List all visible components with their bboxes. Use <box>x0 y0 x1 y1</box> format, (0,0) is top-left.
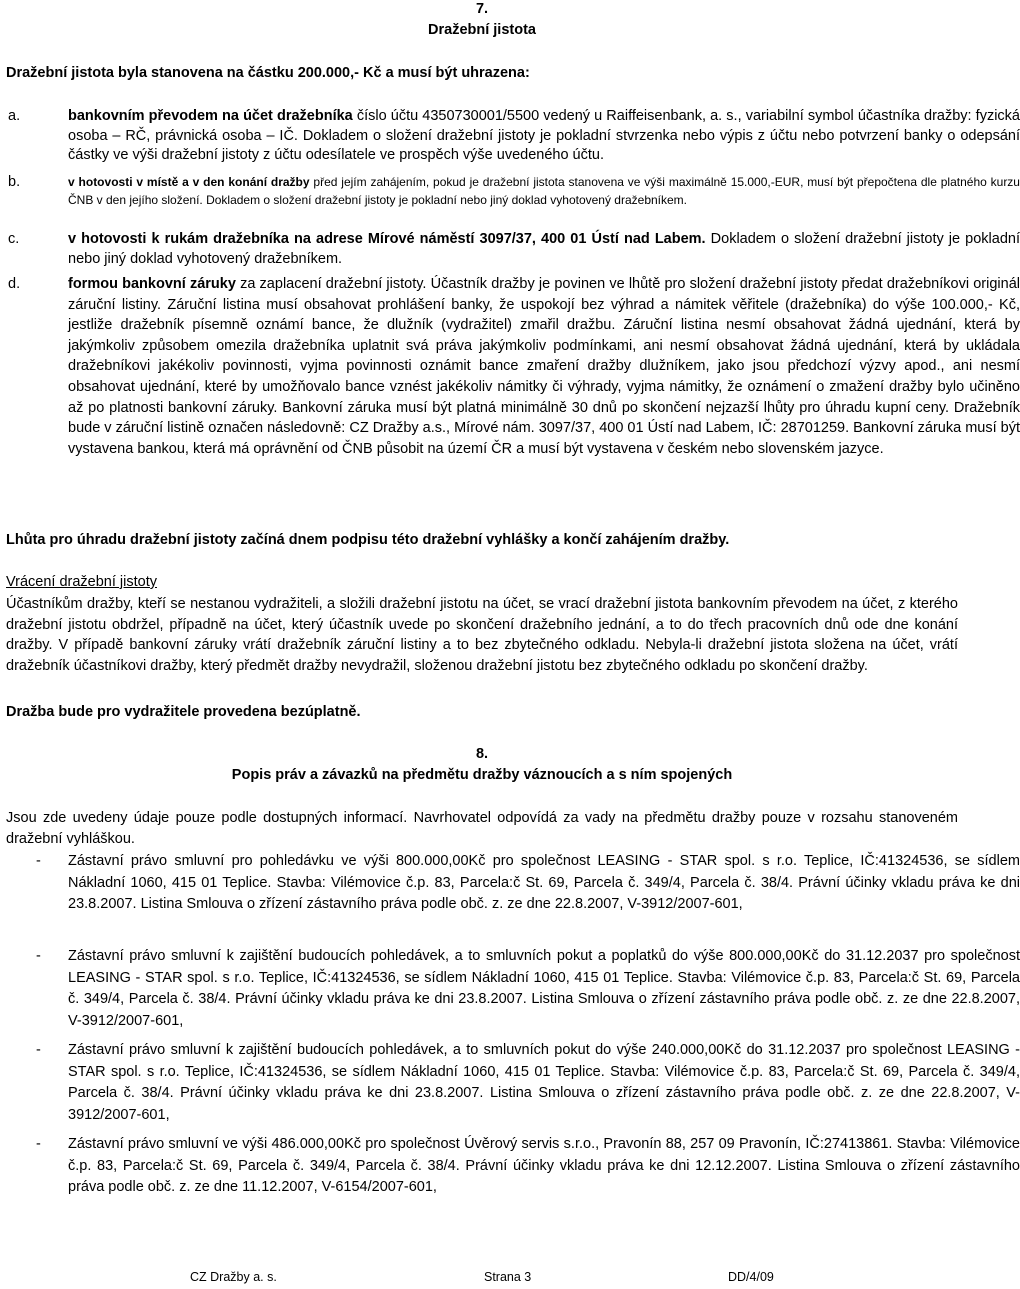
section-8-number: 8. <box>475 746 489 762</box>
item-label: c. <box>8 231 20 247</box>
section-8-title: Popis práv a závazků na předmětu dražby váznoucích a s ním spojených <box>231 767 733 783</box>
item-dash: - <box>36 1136 41 1152</box>
free-of-charge-note: Dražba bude pro vydražitele provedena bezúplatně. <box>6 704 361 720</box>
item-label: b. <box>8 174 21 190</box>
footer-page-number: Strana 3 <box>484 1270 532 1284</box>
refund-title: Vrácení dražební jistoty <box>6 574 157 590</box>
item-label: a. <box>8 108 21 124</box>
lien-item-2 <box>6 946 1020 1032</box>
item-bold: bankovním převodem na účet dražebníka <box>68 108 353 124</box>
item-text: číslo účtu 4350730001/5500 vedený u Raiffeisenbank, a. s., variabilní symbol účastníka dražby: fyzická osoba – RČ, právnická osoba – IČ. Dokladem o složení dražební jistoty je pokladní stvrzenka nebo výpis z účtu nebo potvrzení banky o odepsání částky ve výši dražební jistoty z účtu odesílatele ve prospěch výše uvedeného účtu. <box>68 108 1020 163</box>
item-bold: formou bankovní záruky <box>68 276 236 292</box>
item-text: Zástavní právo smluvní pro pohledávku ve výši 800.000,00Kč pro společnost LEASING - STAR spol. s r.o. Teplice, IČ:41324536, se sídlem Nákladní 1060, 415 01 Teplice. Stavba: Vilémovice č.p. 83, Parcela:č St. 69, Parcela č. 349/4, Parcela č. 38/4. Právní účinky vkladu práva ke dni 23.8.2007. Listina Smlouva o zřízení zástavního práva podle obč. z. ze dne 22.8.2007, V-3912/2007-601, <box>68 853 1020 912</box>
lien-item-4 <box>6 1134 1020 1199</box>
lien-item-3 <box>6 1040 1020 1126</box>
deposit-deadline: Lhůta pro úhradu dražební jistoty začíná dnem podpisu této dražební vyhlášky a končí zahájením dražby. <box>6 532 730 548</box>
lien-item-1 <box>6 851 1020 916</box>
section-7-item-a <box>6 107 1020 166</box>
section-7-item-c <box>6 230 1020 269</box>
section-7-item-b <box>6 173 1020 209</box>
item-text: za zaplacení dražební jistoty. Účastník dražby je povinen ve lhůtě pro složení dražební jistoty předat dražebníkovi originál záruční listiny. Záruční listina musí obsahovat prohlášení banky, že uspokojí bez výhrad a námitek věřitele (dražebníka) do výše 100.000,- Kč, jestliže dražebník písemně oznámí bance, že dlužník (vydražitel) zmařil dražbu. Záruční listina nesmí obsahovat žádná ujednání, která by jakýmkoliv způsobem omezila dražebníka uplatnit svá práva jakýmkoliv podmínkami, ani nesmí obsahovat žádná ujednání, která by ukládala dražebníkovi jakékoliv povinnosti, vyjma povinnosti oznámit bance zmaření dražby dlužníkem, jako jsou předchozí výzvy apod., ani nesmí obsahovat ujednání, které by umožňovalo bance vznést jakékoliv námitky či výhrady, vyjma námitky, že oznámení o zmažení dražby bylo učiněno až po platnosti bankovní záruky. Bankovní záruka musí být platná minimálně 30 dnů po skončení nejzazší lhůty pro úhradu kupní ceny. Dražebník bude v záruční listině označen následovně: CZ Dražby a.s., Mírové nám. 3097/37, 400 01 Ústí nad Labem, IČ: 28701259. Bankovní záruka musí být vystavena bankou, která má oprávnění od ČNB působit na území ČR a musí být vystavena v českém nebo slovenském jazyce. <box>68 276 1020 457</box>
item-bold: v hotovosti k rukám dražebníka na adrese Mírové náměstí 3097/37, 400 01 Ústí nad Labem. <box>68 231 706 247</box>
section-7-title: Dražební jistota <box>428 22 536 38</box>
item-text: Zástavní právo smluvní k zajištění budoucích pohledávek, a to smluvních pokut a poplatků do výše 800.000,00Kč do 31.12.2037 pro společnost LEASING - STAR spol. s r.o. Teplice, IČ:41324536, se sídlem Nákladní 1060, 415 01 Teplice. Stavba: Vilémovice č.p. 83, Parcela:č St. 69, Parcela č. 349/4, Parcela č. 38/4. Právní účinky vkladu práva ke dni 23.8.2007. Listina Smlouva o zřízení zástavního práva podle obč. z. ze dne 22.8.2007, V-3912/2007-601, <box>68 948 1020 1029</box>
item-dash: - <box>36 853 41 869</box>
item-bold: v hotovosti v místě a v den konání dražby <box>68 175 310 189</box>
item-dash: - <box>36 1042 41 1058</box>
section-7-item-d <box>6 274 1020 459</box>
item-text: Dokladem o složení dražební jistoty je pokladní nebo jiný doklad vyhotovený dražebníkem. <box>68 231 1020 267</box>
item-text: před jejím zahájením, pokud je dražební jistota stanovena ve výši maximálně 15.000,-EUR, musí být přepočtena dle platného kurzu ČNB v den jejího složení. Dokladem o složení dražební jistoty je pokladní nebo jiný doklad vyhotovený dražebníkem. <box>68 175 1020 207</box>
section-8-intro: Jsou zde uvedeny údaje pouze podle dostupných informací. Navrhovatel odpovídá za vady na předmětu dražby pouze v rozsahu stanoveném dražební vyhláškou. <box>6 810 958 847</box>
section-7-number: 7. <box>475 1 489 17</box>
item-dash: - <box>36 948 41 964</box>
item-text: Zástavní právo smluvní k zajištění budoucích pohledávek, a to smluvních pokut do výše 240.000,00Kč do 31.12.2037 pro společnost LEASING - STAR spol. s r.o. Teplice, IČ:41324536, se sídlem Nákladní 1060, 415 01 Teplice. Stavba: Vilémovice č.p. 83, Parcela:č St. 69, Parcela č. 349/4, Parcela č. 38/4. Právní účinky vkladu práva ke dni 23.8.2007. Listina Smlouva o zřízení zástavního práva podle obč. z. ze dne 22.8.2007, V-3912/2007-601, <box>68 1042 1020 1123</box>
footer-reference: DD/4/09 <box>728 1270 774 1284</box>
refund-text: Účastníkům dražby, kteří se nestanou vydražiteli, a složili dražební jistotu na účet, se vrací dražební jistota bankovním převodem na účet, z kterého dražební jistotu obdržel, případně na účet, který účastník uvede po skončení dražebního jednání, a to do třech pracovních dnů ode dne konání dražby. V případě bankovní záruky vrátí dražebník záruční listiny a to bez zbytečného odkladu. Nebyla-li dražební jistota složena na účet, vrátí dražebník účastníkovi dražby, který předmět dražby nevydražil, složenou dražební jistotu bez zbytečného odkladu po skončení dražby. <box>6 596 958 674</box>
item-label: d. <box>8 276 21 292</box>
section-7-intro: Dražební jistota byla stanovena na částku 200.000,- Kč a musí být uhrazena: <box>6 65 530 81</box>
footer-company: CZ Dražby a. s. <box>190 1270 277 1284</box>
item-text: Zástavní právo smluvní ve výši 486.000,00Kč pro společnost Úvěrový servis s.r.o., Pravonín 88, 257 09 Pravonín, IČ:27413861. Stavba: Vilémovice č.p. 83, Parcela:č St. 69, Parcela č. 349/4, Parcela č. 38/4. Právní účinky vkladu práva ke dni 12.12.2007. Listina Smlouva o zřízení zástavního práva podle obč. z. ze dne 11.12.2007, V-6154/2007-601, <box>68 1136 1020 1195</box>
